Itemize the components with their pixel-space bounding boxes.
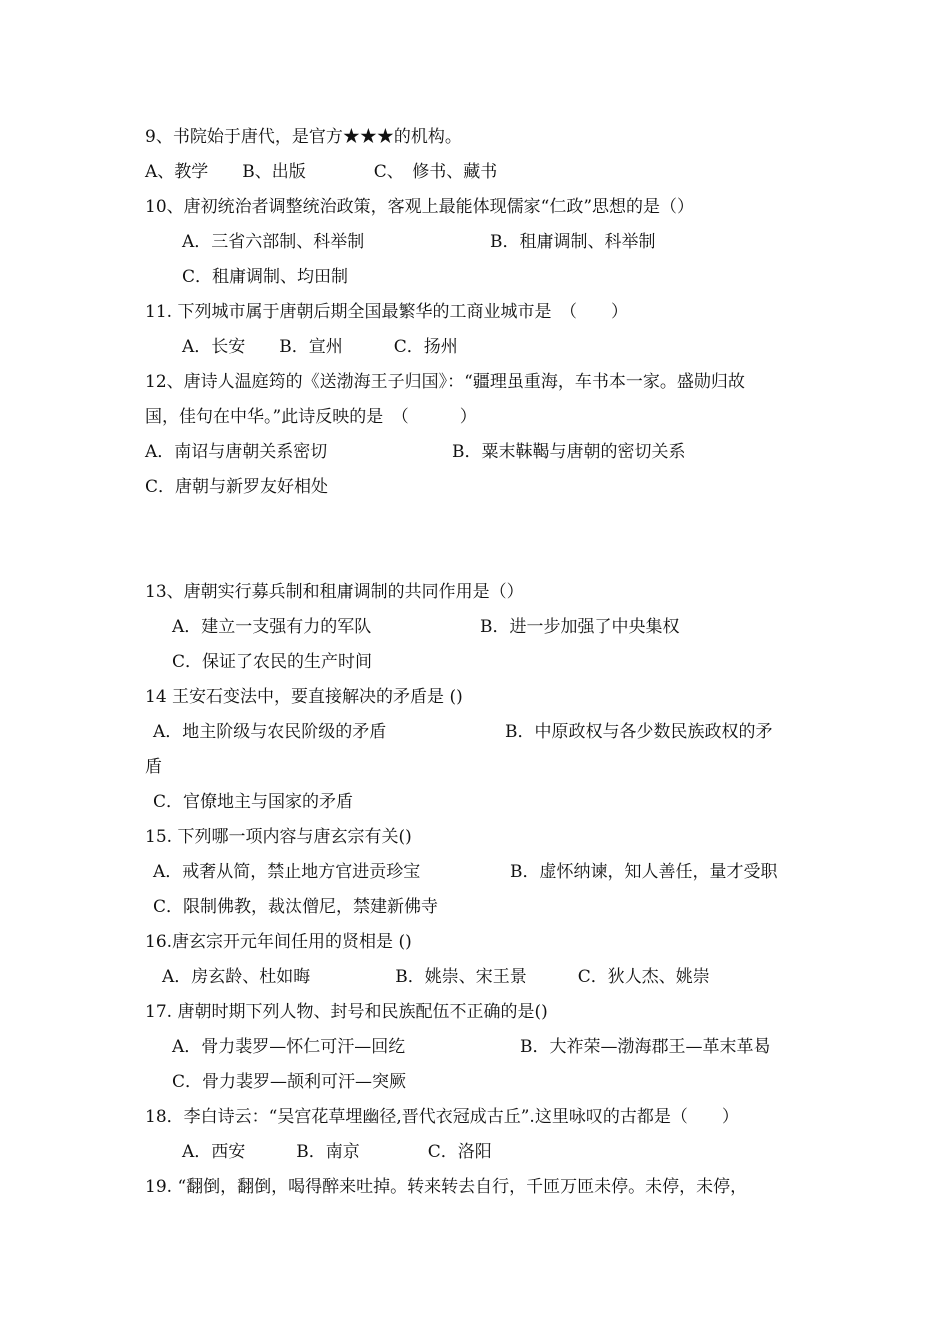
q9-options: A、教学 B、出版 C、 修书、藏书 bbox=[145, 162, 498, 182]
q17-stem: 17. 唐朝时期下列人物、封号和民族配伍不正确的是() bbox=[145, 1002, 548, 1022]
q18-options: A．西安 B．南京 C．洛阳 bbox=[182, 1142, 492, 1162]
q16-stem: 16.唐玄宗开元年间任用的贤相是 () bbox=[145, 932, 412, 952]
q10-option-b: B．租庸调制、科举制 bbox=[490, 232, 656, 252]
q17-option-a: A．骨力裴罗—怀仁可汗—回纥 bbox=[172, 1037, 406, 1057]
q15-option-b: B．虚怀纳谏，知人善任，量才受职 bbox=[510, 862, 778, 882]
q15-stem: 15. 下列哪一项内容与唐玄宗有关() bbox=[145, 827, 412, 847]
q14-option-b-wrap: 盾 bbox=[145, 757, 162, 777]
q12-option-a: A．南诏与唐朝关系密切 bbox=[145, 442, 328, 462]
q12-stem-line1: 12、唐诗人温庭筠的《送渤海王子归国》：“疆理虽重海，车书本一家。盛勋归故 bbox=[145, 372, 745, 392]
q10-option-a: A．三省六部制、科举制 bbox=[182, 232, 365, 252]
q13-stem: 13、唐朝实行募兵制和租庸调制的共同作用是（） bbox=[145, 582, 524, 602]
q17-option-b: B．大祚荣—渤海郡王—革末革曷 bbox=[520, 1037, 771, 1057]
q14-stem: 14 王安石变法中，要直接解决的矛盾是 () bbox=[145, 687, 463, 707]
q17-option-c: C．骨力裴罗—颉利可汗—突厥 bbox=[172, 1072, 407, 1092]
q16-options: A．房玄龄、杜如晦 B．姚崇、宋王景 C．狄人杰、姚崇 bbox=[162, 967, 710, 987]
q11-stem: 11. 下列城市属于唐朝后期全国最繁华的工商业城市是 （ ） bbox=[145, 302, 628, 322]
q13-option-a: A．建立一支强有力的军队 bbox=[172, 617, 372, 637]
q12-option-b: B．粟末靺鞨与唐朝的密切关系 bbox=[452, 442, 686, 462]
q13-option-c: C．保证了农民的生产时间 bbox=[172, 652, 373, 672]
q18-stem: 18．李白诗云：“吴宫花草埋幽径,晋代衣冠成古丘”.这里咏叹的古都是（ ） bbox=[145, 1107, 739, 1127]
q10-option-c: C．租庸调制、均田制 bbox=[182, 267, 349, 287]
q14-option-a: A．地主阶级与农民阶级的矛盾 bbox=[153, 722, 387, 742]
q9-stem: 9、书院始于唐代，是官方★★★的机构。 bbox=[145, 127, 462, 147]
q19-stem: 19. “翻倒，翻倒，喝得醉来吐掉。转来转去自行，千匝万匝未停。未停，未停， bbox=[145, 1177, 748, 1197]
q15-option-c: C．限制佛教，裁汰僧尼，禁建新佛寺 bbox=[153, 897, 439, 917]
q14-option-c: C．官僚地主与国家的矛盾 bbox=[153, 792, 354, 812]
q10-stem: 10、唐初统治者调整统治政策，客观上最能体现儒家“仁政”思想的是（） bbox=[145, 197, 695, 217]
q11-options: A．长安 B．宣州 C．扬州 bbox=[182, 337, 458, 357]
q12-option-c: C．唐朝与新罗友好相处 bbox=[145, 477, 329, 497]
q14-option-b: B．中原政权与各少数民族政权的矛 bbox=[505, 722, 773, 742]
q12-stem-line2: 国，佳句在中华。”此诗反映的是 （ ） bbox=[145, 407, 477, 427]
q15-option-a: A．戒奢从简，禁止地方官进贡珍宝 bbox=[153, 862, 421, 882]
q13-option-b: B．进一步加强了中央集权 bbox=[480, 617, 680, 637]
